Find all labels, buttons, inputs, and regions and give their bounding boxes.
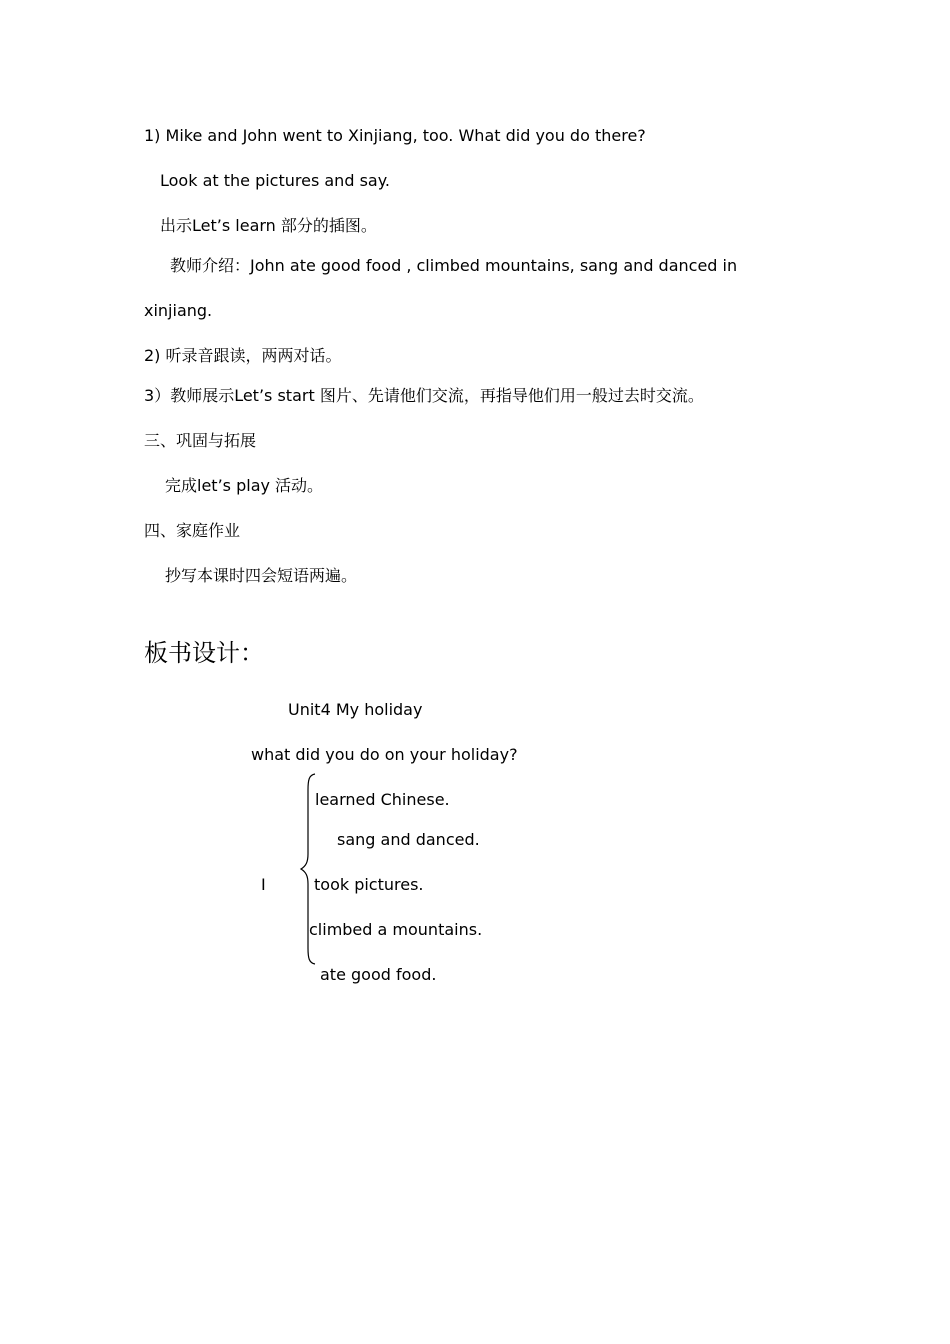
complete-label: 完成 — [165, 476, 198, 495]
board-phrase: sang and danced. — [337, 830, 480, 849]
activity-label: 活动。 — [269, 476, 324, 495]
teacher-intro-continued: xinjiang. — [144, 301, 213, 320]
lets-learn-label: Let’s learn — [192, 216, 276, 235]
section-4-heading: 四、家庭作业 — [144, 521, 241, 540]
show-label: 出示 — [160, 216, 193, 235]
step-1-question: 1) Mike and John went to Xinjiang, too. What did you do there? — [144, 126, 646, 145]
step-3-text — [144, 386, 704, 407]
picture-part-label: 部分的插图。 — [275, 216, 377, 235]
lets-start-label: Let’s start — [234, 386, 315, 405]
teacher-intro-content: John ate good food , climbed mountains, sang and danced in — [250, 256, 738, 275]
step-3-content: 图片、先请他们交流，再指导他们用一般过去时交流。 — [314, 386, 704, 405]
curly-brace — [298, 772, 320, 966]
teacher-intro-label: 教师介绍： — [170, 256, 251, 275]
teacher-intro-text — [170, 256, 737, 277]
board-phrase: took pictures. — [314, 875, 424, 894]
look-and-say-text: Look at the pictures and say. — [160, 171, 390, 190]
board-title: Unit4 My holiday — [288, 700, 423, 719]
board-question: what did you do on your holiday? — [251, 745, 518, 764]
step-2-text — [144, 346, 342, 367]
section-3-heading: 三、巩固与拓展 — [144, 431, 257, 450]
board-phrase: learned Chinese. — [315, 790, 450, 809]
step-3-label: ）教师展示 — [154, 386, 235, 405]
step-3-number: 3 — [144, 386, 155, 405]
board-design-heading: 板书设计： — [144, 639, 264, 667]
show-picture-text — [160, 216, 377, 237]
step-2-number: 2) — [144, 346, 166, 365]
step-2-content: 听录音跟读，两两对话。 — [165, 346, 342, 365]
board-phrase: ate good food. — [320, 965, 437, 984]
board-phrase: climbed a mountains. — [309, 920, 483, 939]
lets-play-label: let’s play — [197, 476, 270, 495]
homework-text: 抄写本课时四会短语两遍。 — [165, 566, 358, 585]
lets-play-text — [165, 476, 323, 497]
board-subject: I — [261, 875, 266, 894]
